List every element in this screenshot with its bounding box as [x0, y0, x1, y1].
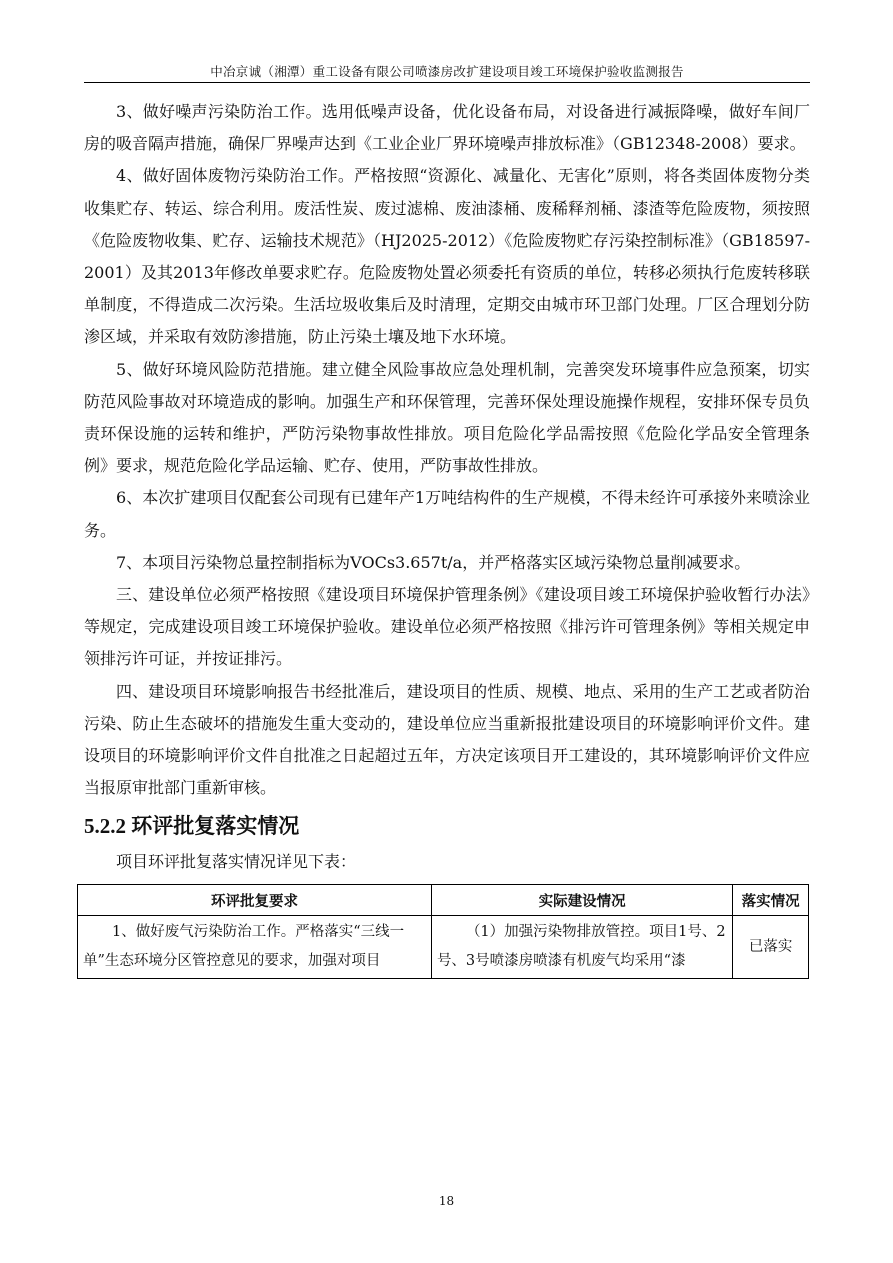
paragraph-eia-review: 四、建设项目环境影响报告书经批准后，建设项目的性质、规模、地点、采用的生产工艺或者防治污染、防止生态破坏的措施发生重大变动的，建设单位应当重新报批建设项目的环境影响评价文件。建设项目的环境影响评价文件自批准之日起超过五年，方决定该项目开工建设的，其环境影响评价文件应当报原审批部门重新审核。 — [84, 681, 810, 798]
paragraph-acceptance: 三、建设单位必须严格按照《建设项目环境保护管理条例》《建设项目竣工环境保护验收暂行办法》等规定，完成建设项目竣工环境保护验收。建设单位必须严格按照《排污许可管理条例》等相关规定申领排污许可证，并按证排污。 — [84, 585, 810, 669]
paragraph-noise-control: 3、做好噪声污染防治工作。选用低噪声设备，优化设备布局，对设备进行减振降噪，做好车间厂房的吸音隔声措施，确保厂界噪声达到《工业企业厂界环境噪声排放标准》（GB12348-2008）要求。 — [84, 102, 810, 154]
approval-table — [77, 884, 809, 979]
header-status: 落实情况 — [733, 885, 809, 916]
cell-actual: （1）加强污染物排放管控。项目1号、2号、3号喷漆房喷漆有机废气均采用“漆 — [431, 916, 732, 979]
page-number: 18 — [438, 1194, 455, 1208]
header-rule — [84, 82, 810, 83]
paragraph-production-scale: 6、本次扩建项目仅配套公司现有已建年产1万吨结构件的生产规模，不得未经许可承接外来喷涂业务。 — [84, 488, 810, 540]
cell-requirement: 1、做好废气污染防治工作。严格落实“三线一单”生态环境分区管控意见的要求，加强对项目 — [78, 916, 432, 979]
paragraph-total-control: 7、本项目污染物总量控制指标为VOCs3.657t/a，并严格落实区域污染物总量削减要求。 — [116, 552, 751, 572]
page-body — [84, 96, 810, 979]
cell-status: 已落实 — [733, 916, 809, 979]
table-row — [78, 916, 809, 979]
section-title: 5.2.2 环评批复落实情况 — [84, 814, 300, 839]
table-header-row — [78, 885, 809, 916]
header-requirement: 环评批复要求 — [78, 885, 432, 916]
table-lead: 项目环评批复落实情况详见下表： — [116, 852, 357, 872]
paragraph-environmental-risk: 5、做好环境风险防范措施。建立健全风险事故应急处理机制，完善突发环境事件应急预案，切实防范风险事故对环境造成的影响。加强生产和环保管理，完善环保处理设施操作规程，安排环保专员负责环保设施的运转和维护，严防污染物事故性排放。项目危险化学品需按照《危险化学品安全管理条例》要求，规范危险化学品运输、贮存、使用，严防事故性排放。 — [84, 359, 810, 476]
paragraph-solid-waste: 4、做好固体废物污染防治工作。严格按照“资源化、减量化、无害化”原则，将各类固体废物分类收集贮存、转运、综合利用。废活性炭、废过滤棉、废油漆桶、废稀释剂桶、漆渣等危险废物，须按照《危险废物收集、贮存、运输技术规范》（HJ2025-2012）《危险废物贮存污染控制标准》（GB18597-2001）及其2013年修改单要求贮存。危险废物处置必须委托有资质的单位，转移必须执行危废转移联单制度，不得造成二次污染。生活垃圾收集后及时清理，定期交由城市环卫部门处理。厂区合理划分防渗区域，并采取有效防渗措施，防止污染土壤及地下水环境。 — [84, 166, 810, 347]
page-header: 中冶京诚（湘潭）重工设备有限公司喷漆房改扩建设项目竣工环境保护验收监测报告 — [210, 64, 684, 79]
header-actual: 实际建设情况 — [431, 885, 732, 916]
